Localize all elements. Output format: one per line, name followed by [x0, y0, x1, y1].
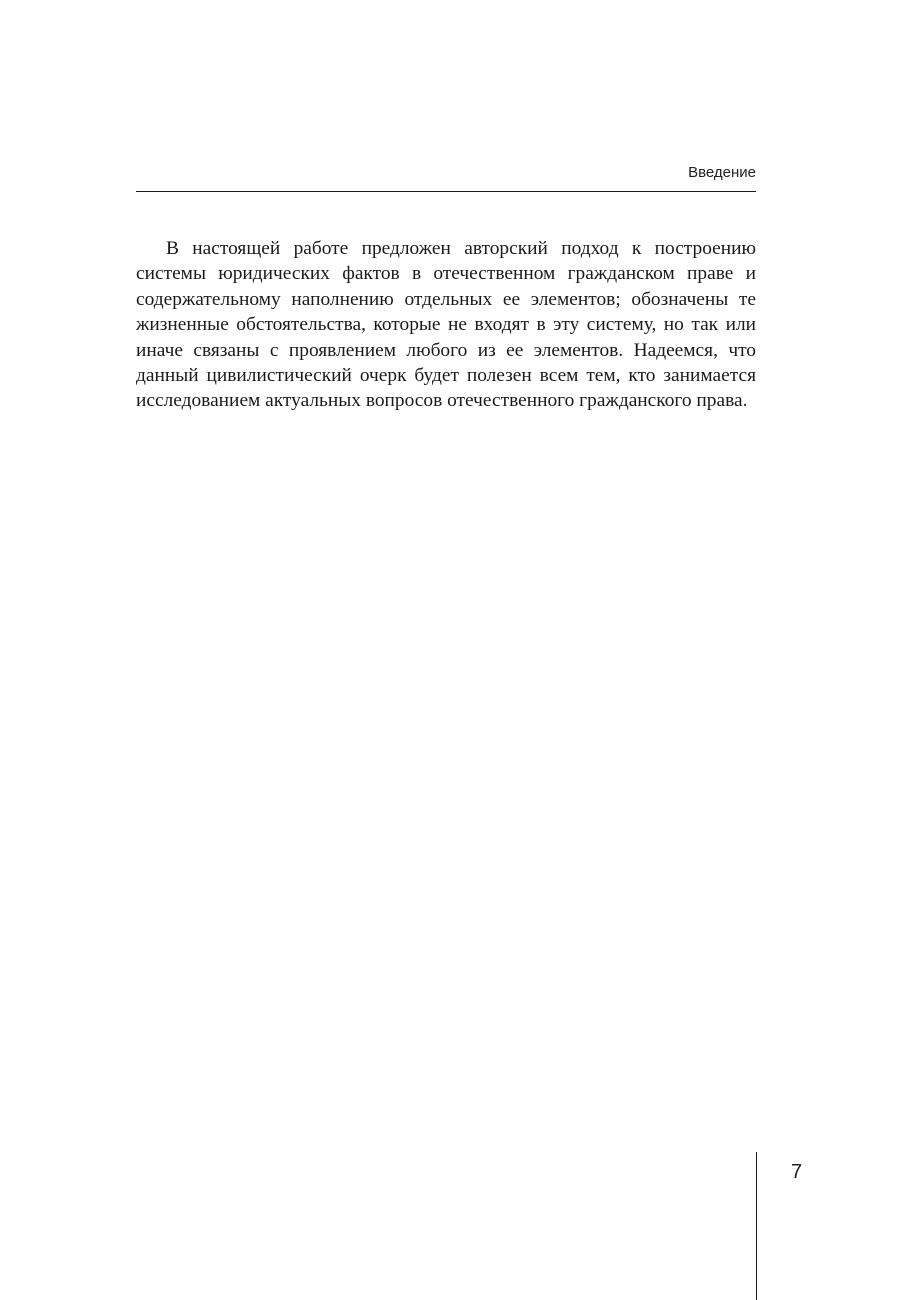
running-header	[136, 160, 756, 192]
page-number: 7	[791, 1161, 803, 1183]
chapter-title: Введение	[688, 164, 756, 181]
margin-rule	[756, 1152, 757, 1300]
paragraph: В настоящей работе предложен авторский подход к построению системы юридических фактов в отечественном гражданском праве и содержательному наполнению отдельных ее элементов; обозначены те жизненные обстоятельства, которые не входят в эту систему, но так или иначе связаны с проявлением любого из ее элементов. Надеемся, что данный цивилистический очерк будет полезен всем тем, кто занимается исследованием актуальных вопросов отечественного гражданского права.	[136, 238, 756, 412]
body-text	[136, 236, 756, 414]
